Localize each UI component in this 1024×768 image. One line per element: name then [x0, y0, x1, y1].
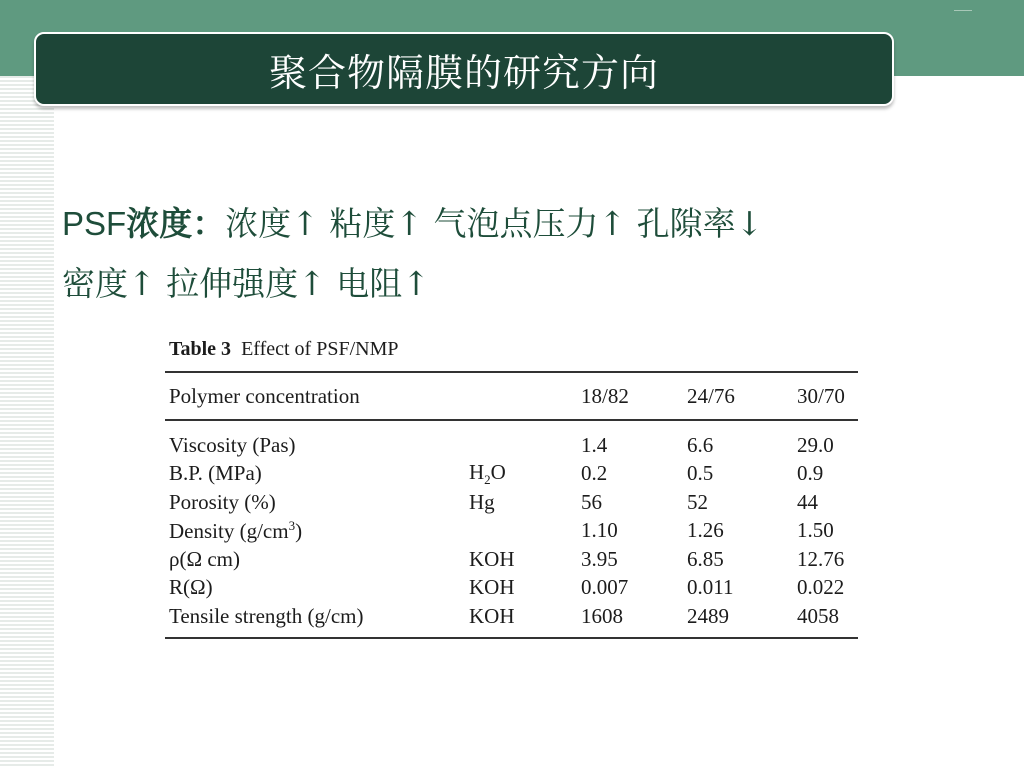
row-medium: Hg	[469, 489, 495, 514]
table-caption	[169, 338, 858, 361]
row-v2: 1.26	[687, 518, 724, 543]
left-striped-strip	[0, 76, 54, 768]
table-row	[165, 517, 858, 546]
row-v2: 0.011	[687, 575, 734, 600]
table-row	[165, 574, 858, 603]
row-label: B.P. (MPa)	[169, 461, 262, 486]
medium-tail: O	[490, 459, 506, 484]
row-label: R(Ω)	[169, 575, 213, 600]
row-v1: 3.95	[581, 546, 618, 571]
row-medium	[469, 460, 581, 488]
header-label: Polymer concentration	[169, 383, 360, 408]
header-v2: 24/76	[687, 383, 735, 408]
body-text	[62, 194, 982, 314]
row-label: ρ(Ω cm)	[169, 546, 240, 571]
row-v3: 4058	[797, 603, 839, 628]
table-rule-mid	[165, 419, 858, 421]
label-main: Density (g/cm	[169, 518, 289, 543]
table-row	[165, 488, 858, 517]
table-rule-bottom	[165, 637, 858, 639]
slide-title: 聚合物隔膜的研究方向	[268, 50, 659, 95]
row-v1: 56	[581, 489, 602, 514]
row-v1: 0.007	[581, 575, 629, 600]
label-superscript: 3	[288, 517, 296, 533]
psf-label: PSF	[62, 205, 127, 242]
header-v3: 30/70	[797, 383, 845, 408]
row-v2: 6.6	[687, 432, 714, 457]
row-v2: 6.85	[687, 546, 724, 571]
row-medium: KOH	[469, 603, 515, 628]
table-row	[165, 431, 858, 460]
row-v1: 1.4	[581, 432, 608, 457]
table-row	[165, 460, 858, 489]
table-row	[165, 545, 858, 574]
medium-subscript: 2	[484, 471, 491, 487]
table-header-row	[165, 373, 858, 419]
medium-main: H	[469, 459, 485, 484]
table-caption-label: Table 3	[169, 338, 232, 360]
row-label: Tensile strength (g/cm)	[169, 603, 364, 628]
row-v1: 1.10	[581, 518, 618, 543]
row-medium: KOH	[469, 546, 515, 571]
body-line-2: 密度↑ 拉伸强度↑ 电阻↑	[62, 264, 430, 303]
row-medium: KOH	[469, 575, 515, 600]
row-v1: 0.2	[581, 461, 608, 486]
row-v2: 2489	[687, 603, 729, 628]
decorative-mark	[954, 10, 972, 11]
row-label: Viscosity (Pas)	[169, 432, 296, 457]
row-v3: 0.9	[797, 461, 824, 486]
header-v1: 18/82	[581, 383, 629, 408]
row-v3: 44	[797, 489, 818, 514]
concentration-label: 浓度：	[126, 204, 226, 243]
table-row	[165, 602, 858, 631]
row-v3: 0.022	[797, 575, 845, 600]
row-v2: 0.5	[687, 461, 714, 486]
table-figure	[165, 338, 858, 639]
row-label	[169, 518, 469, 544]
label-tail: )	[295, 518, 303, 543]
row-v1: 1608	[581, 603, 623, 628]
row-v2: 52	[687, 489, 708, 514]
row-v3: 1.50	[797, 518, 834, 543]
slide-title-bar	[34, 32, 894, 106]
row-label: Porosity (%)	[169, 489, 276, 514]
effects-line-1: 浓度↑ 粘度↑ 气泡点压力↑ 孔隙率↓	[225, 204, 764, 243]
row-v3: 12.76	[797, 546, 845, 571]
row-v3: 29.0	[797, 432, 834, 457]
table-caption-text: Effect of PSF/NMP	[241, 338, 399, 360]
body-line-1	[62, 194, 982, 254]
